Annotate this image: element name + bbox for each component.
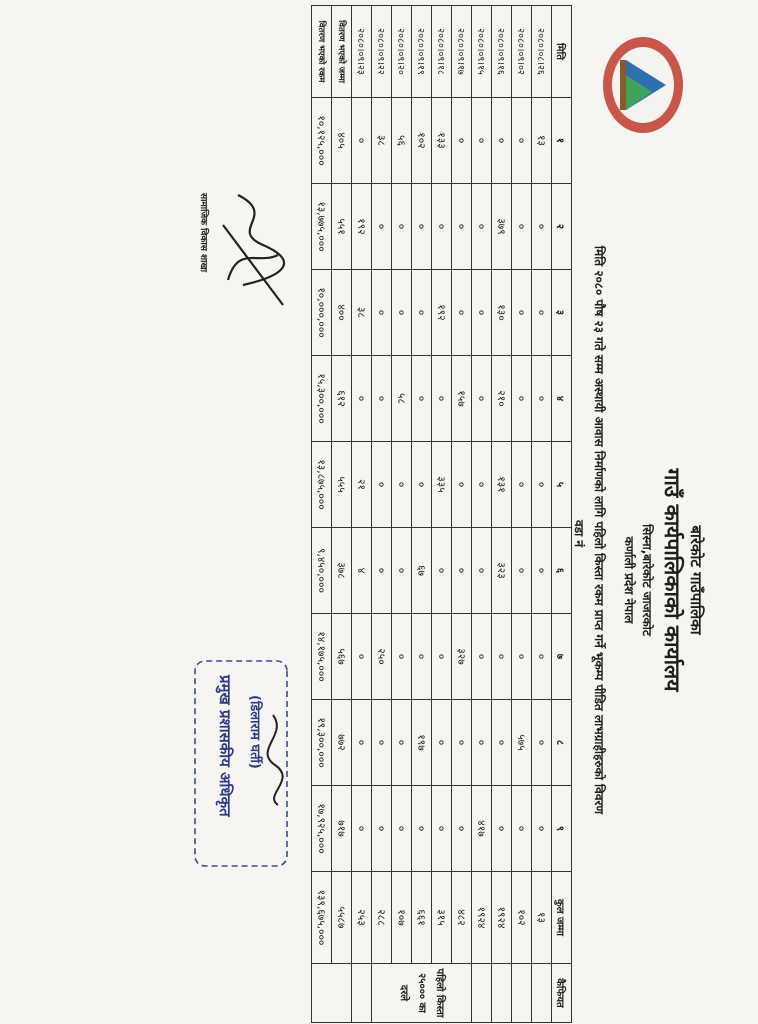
table-row	[532, 6, 552, 1023]
cell: १७,९२५,०००	[312, 786, 332, 872]
cell: ०	[452, 184, 472, 270]
cell: ४००	[332, 270, 352, 356]
cell: १४,१७५,०००	[312, 614, 332, 700]
cell-date: २०८०।०९।२२	[372, 6, 392, 98]
cell: १३०	[492, 270, 512, 356]
cell: ०	[372, 700, 392, 786]
cell: ०	[472, 184, 492, 270]
cell: ०	[512, 442, 532, 528]
table-header-row	[552, 6, 572, 1023]
table-row	[472, 6, 492, 1023]
cell: १३१	[492, 442, 512, 528]
cell: ३७८	[332, 528, 352, 614]
cell-total: ६६१	[412, 872, 432, 964]
cell: ४०५	[332, 98, 352, 184]
table-row	[432, 6, 452, 1023]
cell: ५८	[392, 356, 412, 442]
cell: ०	[392, 786, 412, 872]
cell: ०	[412, 184, 432, 270]
signature-scribble	[208, 185, 298, 315]
signature-left	[188, 185, 298, 315]
cell: ०	[352, 98, 372, 184]
cell-date: २०८०।०९।१७	[452, 6, 472, 98]
cell-label: वितरण भएको जम्मा	[332, 6, 352, 98]
cell: ०	[472, 442, 492, 528]
cell: ०	[472, 528, 492, 614]
cell: ०	[532, 270, 552, 356]
signature-left-label: सामाजिक विकास शाखा	[198, 193, 208, 273]
cell: ०	[372, 786, 392, 872]
cell: ०	[532, 528, 552, 614]
office-address: सिस्ना,बारेकोट जाजरकोट	[640, 524, 654, 636]
cell: ०	[392, 614, 412, 700]
cell: ०	[472, 270, 492, 356]
cell: ०	[352, 700, 372, 786]
cell: १०,०००,०००	[312, 270, 332, 356]
cell: ०	[532, 442, 552, 528]
cell: ०	[452, 98, 472, 184]
cell-total: १०२	[512, 872, 532, 964]
cell: १९७	[412, 700, 432, 786]
table-row-distributed-count	[332, 6, 352, 1023]
cell: ०	[492, 98, 512, 184]
cell-remark	[512, 964, 532, 1023]
cell: ०	[392, 528, 412, 614]
cell: ०	[392, 442, 412, 528]
cell: ०	[512, 270, 532, 356]
cell-total: ४८२	[452, 872, 472, 964]
cell: ०	[512, 98, 532, 184]
header-total: कुल जम्मा	[552, 872, 572, 964]
header-ward-6: ६	[552, 528, 572, 614]
cell: ०	[392, 270, 412, 356]
header-remarks: कैफियत	[552, 964, 572, 1023]
cell: ०	[512, 614, 532, 700]
cell: ७७२	[332, 700, 352, 786]
cell-total: १३९,६७५,०००	[312, 872, 332, 964]
cell: ०	[432, 700, 452, 786]
cell: ०	[352, 356, 372, 442]
cell: ०	[492, 700, 512, 786]
cell: ०	[452, 786, 472, 872]
cell: ७१७	[332, 786, 352, 872]
cell: ०	[472, 98, 492, 184]
cell: ४१७	[472, 786, 492, 872]
cell: २१०	[492, 356, 512, 442]
cell: ०	[452, 270, 472, 356]
table-row	[452, 6, 472, 1023]
cell: ०	[412, 270, 432, 356]
cell: १३,७७५,०००	[312, 184, 332, 270]
cell: ०	[352, 614, 372, 700]
cell: ०	[412, 614, 432, 700]
table-row-distributed-amount	[312, 6, 332, 1023]
cell: ३२३	[492, 528, 512, 614]
cell-remark-installment: पहिलो किस्ता २५००० का दरले	[372, 964, 472, 1023]
cell: ०	[452, 528, 472, 614]
table-row	[412, 6, 432, 1023]
cell-total: ३१५	[432, 872, 452, 964]
cell: ०	[492, 614, 512, 700]
cell: १०,१२५,०००	[312, 98, 332, 184]
cell-date: २०८०।०८।२६	[532, 6, 552, 98]
cell-label: वितरण भएको रकम	[312, 6, 332, 98]
cell: ३८	[352, 270, 372, 356]
official-stamp	[183, 655, 293, 875]
cell: ०	[532, 356, 552, 442]
cell: ०	[372, 184, 392, 270]
cell: ३३५	[432, 442, 452, 528]
header-ward-4: ४	[552, 356, 572, 442]
header-ward-8: ८	[552, 700, 572, 786]
cell-total: २८८	[372, 872, 392, 964]
cell: ०	[492, 786, 512, 872]
cell-total: १०७	[392, 872, 412, 964]
cell: ०	[472, 614, 492, 700]
cell: ०	[532, 786, 552, 872]
header-date: मिति	[552, 6, 572, 98]
cell: ०	[372, 528, 392, 614]
cell: ०	[512, 184, 532, 270]
header-ward-2: २	[552, 184, 572, 270]
header-ward-3: ३	[552, 270, 572, 356]
cell-remark	[312, 964, 352, 1023]
cell: १५,३००,०००	[312, 356, 332, 442]
cell: ०	[392, 700, 412, 786]
municipality-name: बारेकोट गाउँपालिका	[687, 525, 705, 635]
table-row	[392, 6, 412, 1023]
cell-total: १९२४	[472, 872, 492, 964]
cell: ०	[472, 700, 492, 786]
cell-date: २०८०।०९।२३	[352, 6, 372, 98]
cell: ५५१	[332, 184, 352, 270]
cell: ०	[432, 528, 452, 614]
ward-number-label: वडा नं	[572, 520, 586, 548]
cell: ०	[372, 356, 392, 442]
cell: ०	[372, 270, 392, 356]
cell-remark	[532, 964, 552, 1023]
header-ward-7: ७	[552, 614, 572, 700]
province-name: कर्णाली प्रदेश नेपाल	[622, 536, 636, 624]
cell: ०	[452, 442, 472, 528]
cell: ०	[432, 786, 452, 872]
table-row	[372, 6, 392, 1023]
cell-date: २०८०।०९।१९	[412, 6, 432, 98]
office-name: गाउँ कार्यपालिकाको कार्यालय	[660, 468, 684, 692]
cell: ३७९	[492, 184, 512, 270]
cell: ९,४५०,०००	[312, 528, 332, 614]
stamp-border	[183, 655, 293, 875]
cell: १९२	[352, 184, 372, 270]
cell: ०	[512, 786, 532, 872]
cell: १३३	[432, 98, 452, 184]
cell: ५५५	[332, 442, 352, 528]
stamp-officer-name: (डिलाराम घर्ती)	[247, 695, 262, 769]
cell: ५६	[392, 98, 412, 184]
table-row	[352, 6, 372, 1023]
header-ward-1: १	[552, 98, 572, 184]
cell-total: २५३	[352, 872, 372, 964]
cell-total: १३	[532, 872, 552, 964]
cell: ०	[412, 786, 432, 872]
cell: ०	[532, 700, 552, 786]
cell: ३८	[372, 98, 392, 184]
cell: १९,३००,०००	[312, 700, 332, 786]
cell: ५६७	[332, 614, 352, 700]
cell-date: २०८०।०९।१५	[472, 6, 492, 98]
cell: ०	[532, 184, 552, 270]
cell: १९२	[432, 270, 452, 356]
cell: १३,८७५,०००	[312, 442, 332, 528]
cell: ४	[352, 528, 372, 614]
cell: ०	[352, 786, 372, 872]
report-subtitle: मिति २०८० पौष २३ गते सम्म अस्थायी आवास निर्माणको लागि पहिलो किस्ता रकम प्राप्त गर्ने भूकम्प पीडित लाभग्राहीहरुको विवरण	[592, 245, 606, 815]
cell-total: १९२४	[492, 872, 512, 964]
cell: ०	[392, 184, 412, 270]
cell: १०२	[412, 98, 432, 184]
cell: १३	[532, 98, 552, 184]
table-row	[492, 6, 512, 1023]
cell: ०	[432, 184, 452, 270]
cell-date: २०८०।०९।२०	[392, 6, 412, 98]
cell: २५०	[372, 614, 392, 700]
cell: १५७	[452, 356, 472, 442]
cell: ०	[452, 700, 472, 786]
header-ward-5: ५	[552, 442, 572, 528]
cell-date: २०८०।०९।१८	[432, 6, 452, 98]
cell: ०	[432, 356, 452, 442]
cell: ०	[512, 356, 532, 442]
cell: ६७	[412, 528, 432, 614]
cell-total: ५५८७	[332, 872, 352, 964]
stamp-officer-title: प्रमुख प्रशासकीय अधिकृत	[216, 675, 234, 817]
table-row	[512, 6, 532, 1023]
cell: २१	[352, 442, 372, 528]
header-ward-9: ९	[552, 786, 572, 872]
cell-remark	[472, 964, 492, 1023]
cell: ०	[512, 528, 532, 614]
cell: ०	[412, 356, 432, 442]
cell: ६१२	[332, 356, 352, 442]
cell: ५७५	[512, 700, 532, 786]
cell: ०	[472, 356, 492, 442]
beneficiary-table	[311, 5, 572, 1023]
cell-remark	[352, 964, 372, 1023]
cell: ०	[532, 614, 552, 700]
cell: ०	[412, 442, 432, 528]
cell: ०	[372, 442, 392, 528]
cell: ३२७	[452, 614, 472, 700]
cell-date: २०८०।०९।१६	[492, 6, 512, 98]
cell: ०	[432, 614, 452, 700]
cell-remark	[492, 964, 512, 1023]
cell-date: २०८०।०९।०२	[512, 6, 532, 98]
municipality-logo	[598, 30, 688, 140]
